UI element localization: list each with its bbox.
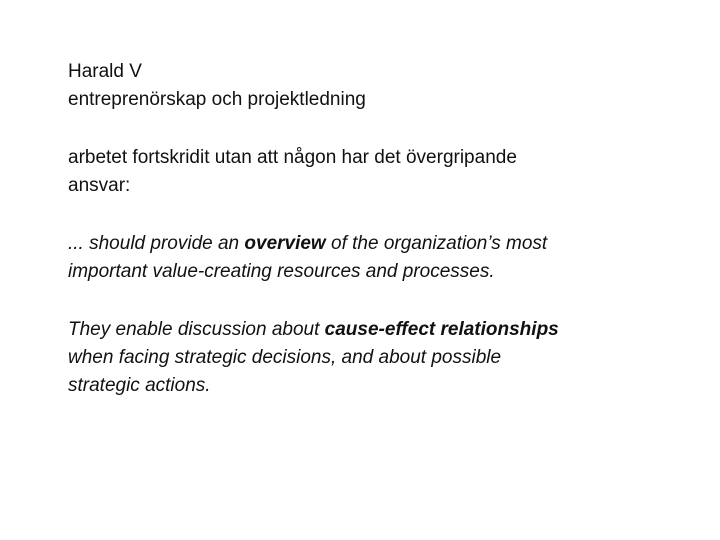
quote-line: strategic actions. xyxy=(68,375,211,396)
author-name: Harald V xyxy=(68,61,142,82)
quote-line: when facing strategic decisions, and about possible xyxy=(68,347,502,368)
quote-overview xyxy=(68,230,668,286)
quote-line xyxy=(68,316,668,344)
spacer xyxy=(68,114,668,144)
paragraph-line: arbetet fortskridit utan att någon har det övergripande xyxy=(68,147,517,168)
quote-text: of the organization’s most xyxy=(325,233,548,254)
spacer xyxy=(68,286,668,316)
quote-line xyxy=(68,230,668,258)
quote-text: ... should provide an xyxy=(68,233,245,254)
emphasis-cause-effect: cause-effect relationships xyxy=(324,319,559,340)
header-block xyxy=(68,58,668,114)
paragraph-swedish xyxy=(68,144,668,200)
quote-text: They enable discussion about xyxy=(68,319,325,340)
quote-cause-effect xyxy=(68,316,668,400)
slide-content xyxy=(68,58,668,400)
spacer xyxy=(68,200,668,230)
course-title: entreprenörskap och projektledning xyxy=(68,89,366,110)
emphasis-overview: overview xyxy=(244,233,326,254)
quote-line: important value-creating resources and processes. xyxy=(68,261,495,282)
paragraph-line: ansvar: xyxy=(68,175,131,196)
